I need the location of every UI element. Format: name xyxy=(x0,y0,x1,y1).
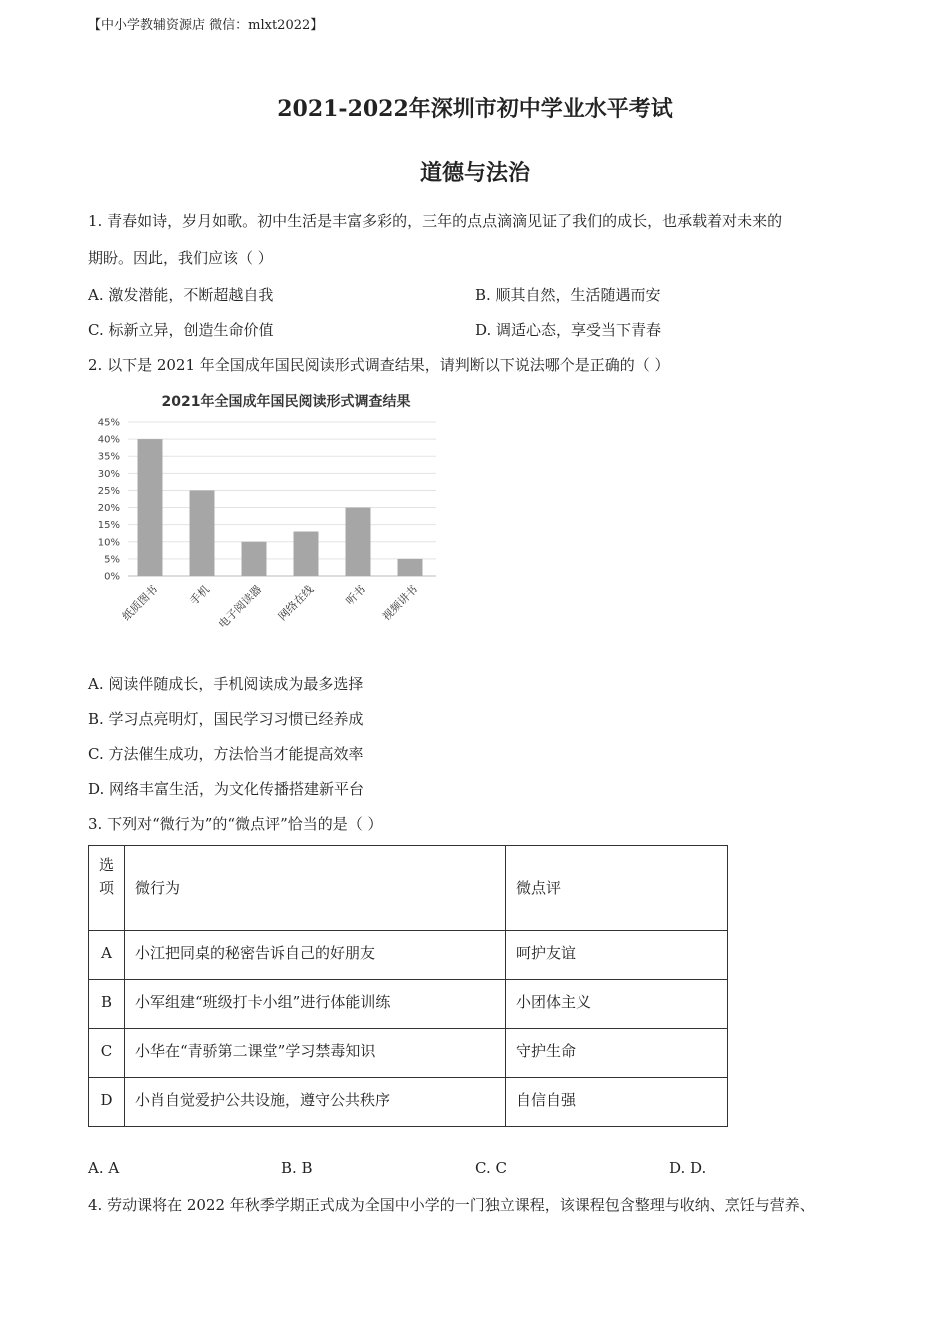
y-tick-label: 25% xyxy=(97,485,120,497)
exam-subject: 道德与法治 xyxy=(419,160,530,186)
row-comment: 小团体主义 xyxy=(506,980,728,1029)
q2-stem: 2. 以下是 2021 年全国成年国民阅读形式调查结果，请判断以下说法哪个是正确的（ ） xyxy=(88,356,670,374)
reading-survey-bar-chart xyxy=(96,388,446,643)
x-tick-label: 电子阅读器 xyxy=(216,582,265,632)
chart-gridlines xyxy=(128,422,436,576)
header-option-char1: 选 xyxy=(99,856,115,874)
row-comment: 呵护友谊 xyxy=(506,931,728,980)
header-comment: 微点评 xyxy=(506,846,728,931)
bar xyxy=(138,439,163,576)
header-option xyxy=(89,846,125,931)
q1-option-b: B. 顺其自然，生活随遇而安 xyxy=(475,286,661,304)
q3-option-b: B. B xyxy=(281,1159,313,1177)
bar xyxy=(190,490,215,576)
row-option: B xyxy=(89,980,125,1029)
q3-table xyxy=(88,845,728,1127)
q3-option-a: A. A xyxy=(88,1159,120,1177)
row-behavior: 小军组建“班级打卡小组”进行体能训练 xyxy=(125,980,506,1029)
q4-stem: 4. 劳动课将在 2022 年秋季学期正式成为全国中小学的一门独立课程，该课程包含整理与收纳、烹饪与营养、 xyxy=(88,1196,815,1214)
q3-option-c: C. C xyxy=(475,1159,507,1177)
y-tick-label: 45% xyxy=(97,417,120,429)
row-behavior: 小江把同桌的秘密告诉自己的好朋友 xyxy=(125,931,506,980)
table-row xyxy=(89,1029,728,1078)
exam-title: 2021-2022年深圳市初中学业水平考试 xyxy=(277,96,673,122)
row-comment: 自信自强 xyxy=(506,1078,728,1127)
q3-stem: 3. 下列对“微行为”的“微点评”恰当的是（ ） xyxy=(88,815,383,833)
y-tick-label: 10% xyxy=(97,537,120,549)
chart-title: 2021年全国成年国民阅读形式调查结果 xyxy=(161,394,411,410)
row-option: A xyxy=(89,931,125,980)
chart-y-axis xyxy=(98,418,120,583)
bar xyxy=(346,508,371,576)
chart-x-axis xyxy=(119,582,420,631)
y-tick-label: 0% xyxy=(104,571,120,583)
header-behavior: 微行为 xyxy=(125,846,506,931)
y-tick-label: 5% xyxy=(104,554,120,566)
q1-stem-line2: 期盼。因此，我们应该（ ） xyxy=(88,249,273,267)
x-tick-label: 手机 xyxy=(187,582,213,608)
x-tick-label: 纸质图书 xyxy=(119,582,161,624)
bar xyxy=(242,542,267,576)
row-behavior: 小肖自觉爱护公共设施，遵守公共秩序 xyxy=(125,1078,506,1127)
row-option: C xyxy=(89,1029,125,1078)
y-tick-label: 30% xyxy=(97,468,120,480)
y-tick-label: 15% xyxy=(97,520,120,532)
y-tick-label: 40% xyxy=(97,434,120,446)
q1-option-d: D. 调适心态，享受当下青春 xyxy=(475,321,662,339)
row-comment: 守护生命 xyxy=(506,1029,728,1078)
q2-option-b: B. 学习点亮明灯，国民学习习惯已经养成 xyxy=(88,710,364,728)
q1-stem-line1: 1. 青春如诗，岁月如歌。初中生活是丰富多彩的，三年的点点滴滴见证了我们的成长，也承载着对未来的 xyxy=(88,212,783,230)
bar xyxy=(294,532,319,576)
x-tick-label: 网络在线 xyxy=(275,582,317,624)
q2-option-d: D. 网络丰富生活，为文化传播搭建新平台 xyxy=(88,780,365,798)
table-row xyxy=(89,980,728,1029)
q2-option-c: C. 方法催生成功，方法恰当才能提高效率 xyxy=(88,745,364,763)
row-option: D xyxy=(89,1078,125,1127)
y-tick-label: 20% xyxy=(97,503,120,515)
bar xyxy=(398,559,423,576)
x-tick-label: 视频讲书 xyxy=(379,582,421,624)
header-option-char2: 项 xyxy=(99,879,115,897)
x-tick-label: 听书 xyxy=(343,582,369,608)
q1-option-a: A. 激发潜能，不断超越自我 xyxy=(88,286,274,304)
source-header: 【中小学教辅资源店 微信：mlxt2022】 xyxy=(88,18,324,33)
q1-option-c: C. 标新立异，创造生命价值 xyxy=(88,321,274,339)
q2-option-a: A. 阅读伴随成长，手机阅读成为最多选择 xyxy=(88,675,364,693)
y-tick-label: 35% xyxy=(97,451,120,463)
table-row xyxy=(89,931,728,980)
row-behavior: 小华在“青骄第二课堂”学习禁毒知识 xyxy=(125,1029,506,1078)
q3-option-d: D. D. xyxy=(669,1159,707,1177)
table-header-row xyxy=(89,846,728,931)
table-row xyxy=(89,1078,728,1127)
